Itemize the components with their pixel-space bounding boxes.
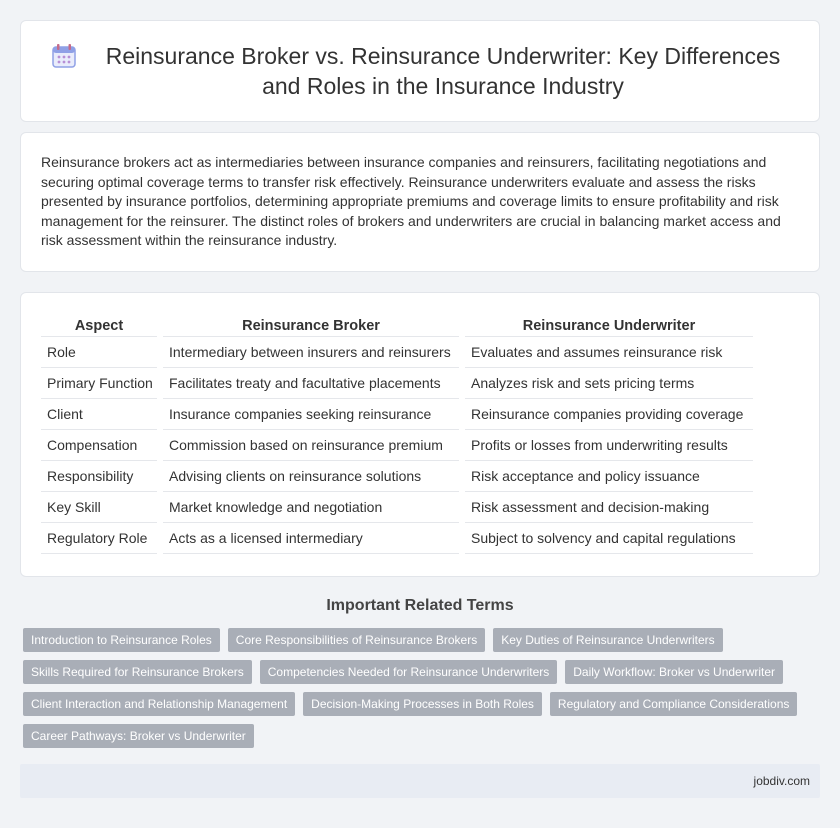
page-title: Reinsurance Broker vs. Reinsurance Underwriter: Key Differences and Roles in the Insurance Industry — [105, 43, 781, 99]
broker-cell: Intermediary between insurers and reinsurers — [163, 337, 459, 368]
aspect-cell: Responsibility — [41, 461, 157, 492]
table-row — [41, 461, 753, 492]
broker-cell: Facilitates treaty and facultative placements — [163, 368, 459, 399]
underwriter-cell: Reinsurance companies providing coverage — [465, 399, 753, 430]
tag-row — [23, 660, 803, 684]
tag-row — [23, 628, 803, 652]
intro-paragraph: Reinsurance brokers act as intermediaries between insurance companies and reinsurers, facilitating negotiations and securing optimal coverage terms to transfer risk effectively. Reinsurance underwriters evaluate and assess the risks presented by insurance portfolios, determining appropriate premiums and coverage limits to ensure profitability and risk management for the reinsurer. The distinct roles of brokers and underwriters are crucial in balancing market access and risk assessment within the reinsurance industry. — [41, 154, 781, 248]
broker-cell: Acts as a licensed intermediary — [163, 523, 459, 554]
underwriter-cell: Profits or losses from underwriting results — [465, 430, 753, 461]
footer-site-link[interactable]: jobdiv.com — [753, 774, 810, 788]
aspect-cell: Client — [41, 399, 157, 430]
aspect-cell: Key Skill — [41, 492, 157, 523]
table-row — [41, 492, 753, 523]
broker-cell: Commission based on reinsurance premium — [163, 430, 459, 461]
related-term-link[interactable]: Introduction to Reinsurance Roles — [23, 628, 220, 652]
table-row — [41, 523, 753, 554]
related-term-link[interactable]: Career Pathways: Broker vs Underwriter — [23, 724, 254, 748]
column-header-underwriter: Reinsurance Underwriter — [465, 315, 753, 337]
table-row — [41, 430, 753, 461]
underwriter-cell: Evaluates and assumes reinsurance risk — [465, 337, 753, 368]
comparison-card — [20, 292, 820, 577]
broker-cell: Insurance companies seeking reinsurance — [163, 399, 459, 430]
related-term-link[interactable]: Regulatory and Compliance Considerations — [550, 692, 797, 716]
aspect-cell: Regulatory Role — [41, 523, 157, 554]
comparison-table — [35, 315, 759, 554]
underwriter-cell: Analyzes risk and sets pricing terms — [465, 368, 753, 399]
related-terms-list — [23, 628, 803, 756]
table-row — [41, 368, 753, 399]
aspect-cell: Compensation — [41, 430, 157, 461]
tag-row — [23, 724, 803, 748]
related-term-link[interactable]: Daily Workflow: Broker vs Underwriter — [565, 660, 783, 684]
related-term-link[interactable]: Core Responsibilities of Reinsurance Brokers — [228, 628, 485, 652]
column-header-broker: Reinsurance Broker — [163, 315, 459, 337]
column-header-aspect: Aspect — [41, 315, 157, 337]
related-term-link[interactable]: Skills Required for Reinsurance Brokers — [23, 660, 252, 684]
footer — [20, 764, 820, 798]
related-terms-title: Important Related Terms — [326, 597, 514, 614]
related-term-link[interactable]: Key Duties of Reinsurance Underwriters — [493, 628, 722, 652]
tag-row — [23, 692, 803, 716]
aspect-cell: Primary Function — [41, 368, 157, 399]
broker-cell: Market knowledge and negotiation — [163, 492, 459, 523]
header-card — [20, 20, 820, 122]
related-term-link[interactable]: Decision-Making Processes in Both Roles — [303, 692, 542, 716]
intro-card — [20, 132, 820, 272]
broker-cell: Advising clients on reinsurance solutions — [163, 461, 459, 492]
aspect-cell: Role — [41, 337, 157, 368]
underwriter-cell: Subject to solvency and capital regulations — [465, 523, 753, 554]
underwriter-cell: Risk acceptance and policy issuance — [465, 461, 753, 492]
calendar-icon — [51, 43, 77, 69]
underwriter-cell: Risk assessment and decision-making — [465, 492, 753, 523]
table-row — [41, 399, 753, 430]
table-header-row — [41, 315, 753, 337]
related-term-link[interactable]: Client Interaction and Relationship Management — [23, 692, 295, 716]
table-row — [41, 337, 753, 368]
related-term-link[interactable]: Competencies Needed for Reinsurance Underwriters — [260, 660, 557, 684]
